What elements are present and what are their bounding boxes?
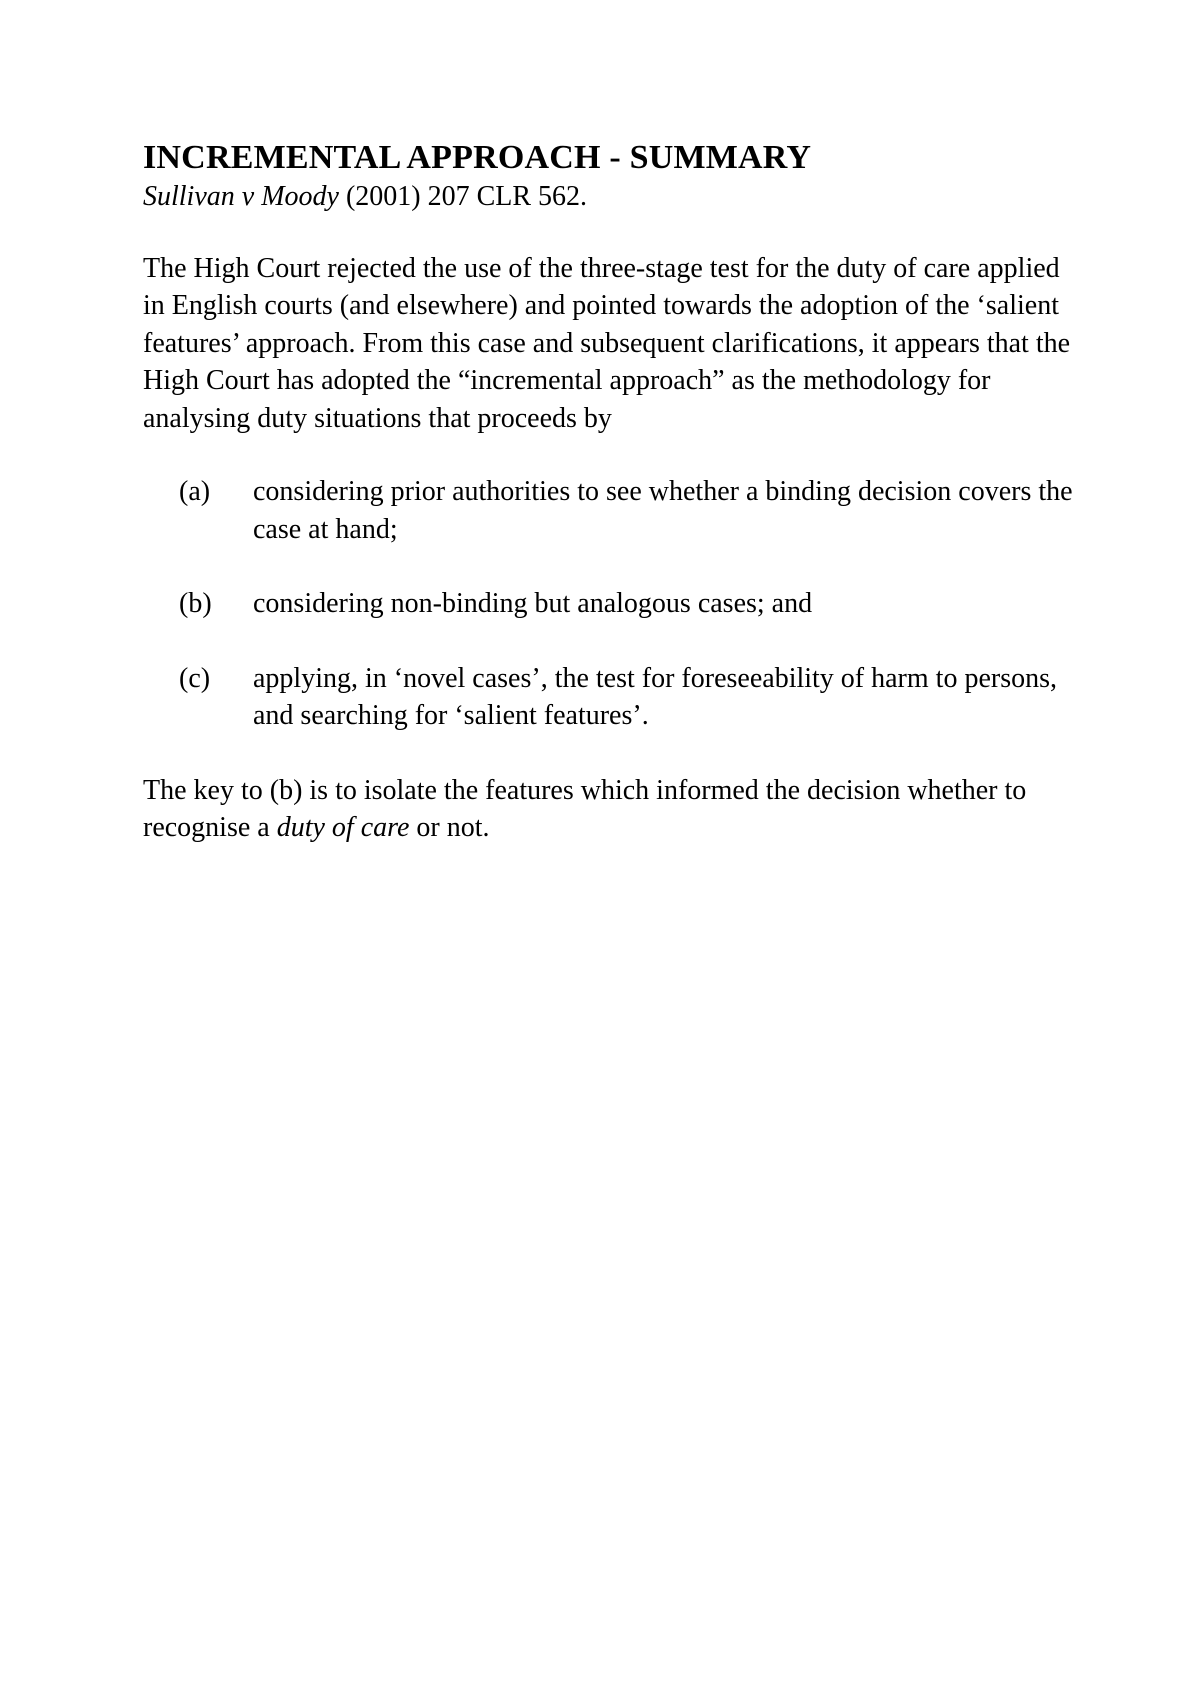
list-marker: (a) [179,476,211,507]
intro-paragraph: The High Court rejected the use of the three-stage test for the duty of care applied in English courts (and elsewhere) and pointed towards the adoption of the ‘salient features’ approach. From this case and subsequent clarifications, it appears that the High Court has adopted the “incremental approach” as the methodology for analysing duty situations that proceeds by [143,252,1071,434]
list-item-text: considering non-binding but analogous cases; and [253,588,813,619]
list-marker: (b) [179,588,212,619]
list-item-c [143,660,1083,735]
list-item-b [143,585,1083,623]
list-item-a [143,473,1083,548]
case-citation [143,178,1083,216]
list-marker: (c) [179,662,211,694]
conclusion-emphasis: duty of care [276,812,410,843]
conclusion-text-start: The key to (b) is to isolate the features which informed the decision whether to recognise a [143,774,1027,843]
document-title: INCREMENTAL APPROACH - SUMMARY [143,139,812,176]
document-content [143,138,1083,847]
case-reference: (2001) 207 CLR 562. [338,181,588,212]
list-item-text: considering prior authorities to see whether a binding decision covers the case at hand; [253,476,1073,545]
list-item-text: applying, in ‘novel cases’, the test for foreseeability of harm to persons, and searching for ‘salient features’. [253,662,1057,731]
conclusion-text-end: or not. [409,812,490,843]
approach-steps-list [143,473,1083,735]
conclusion-paragraph [143,772,1083,847]
case-name: Sullivan v Moody [143,181,339,212]
